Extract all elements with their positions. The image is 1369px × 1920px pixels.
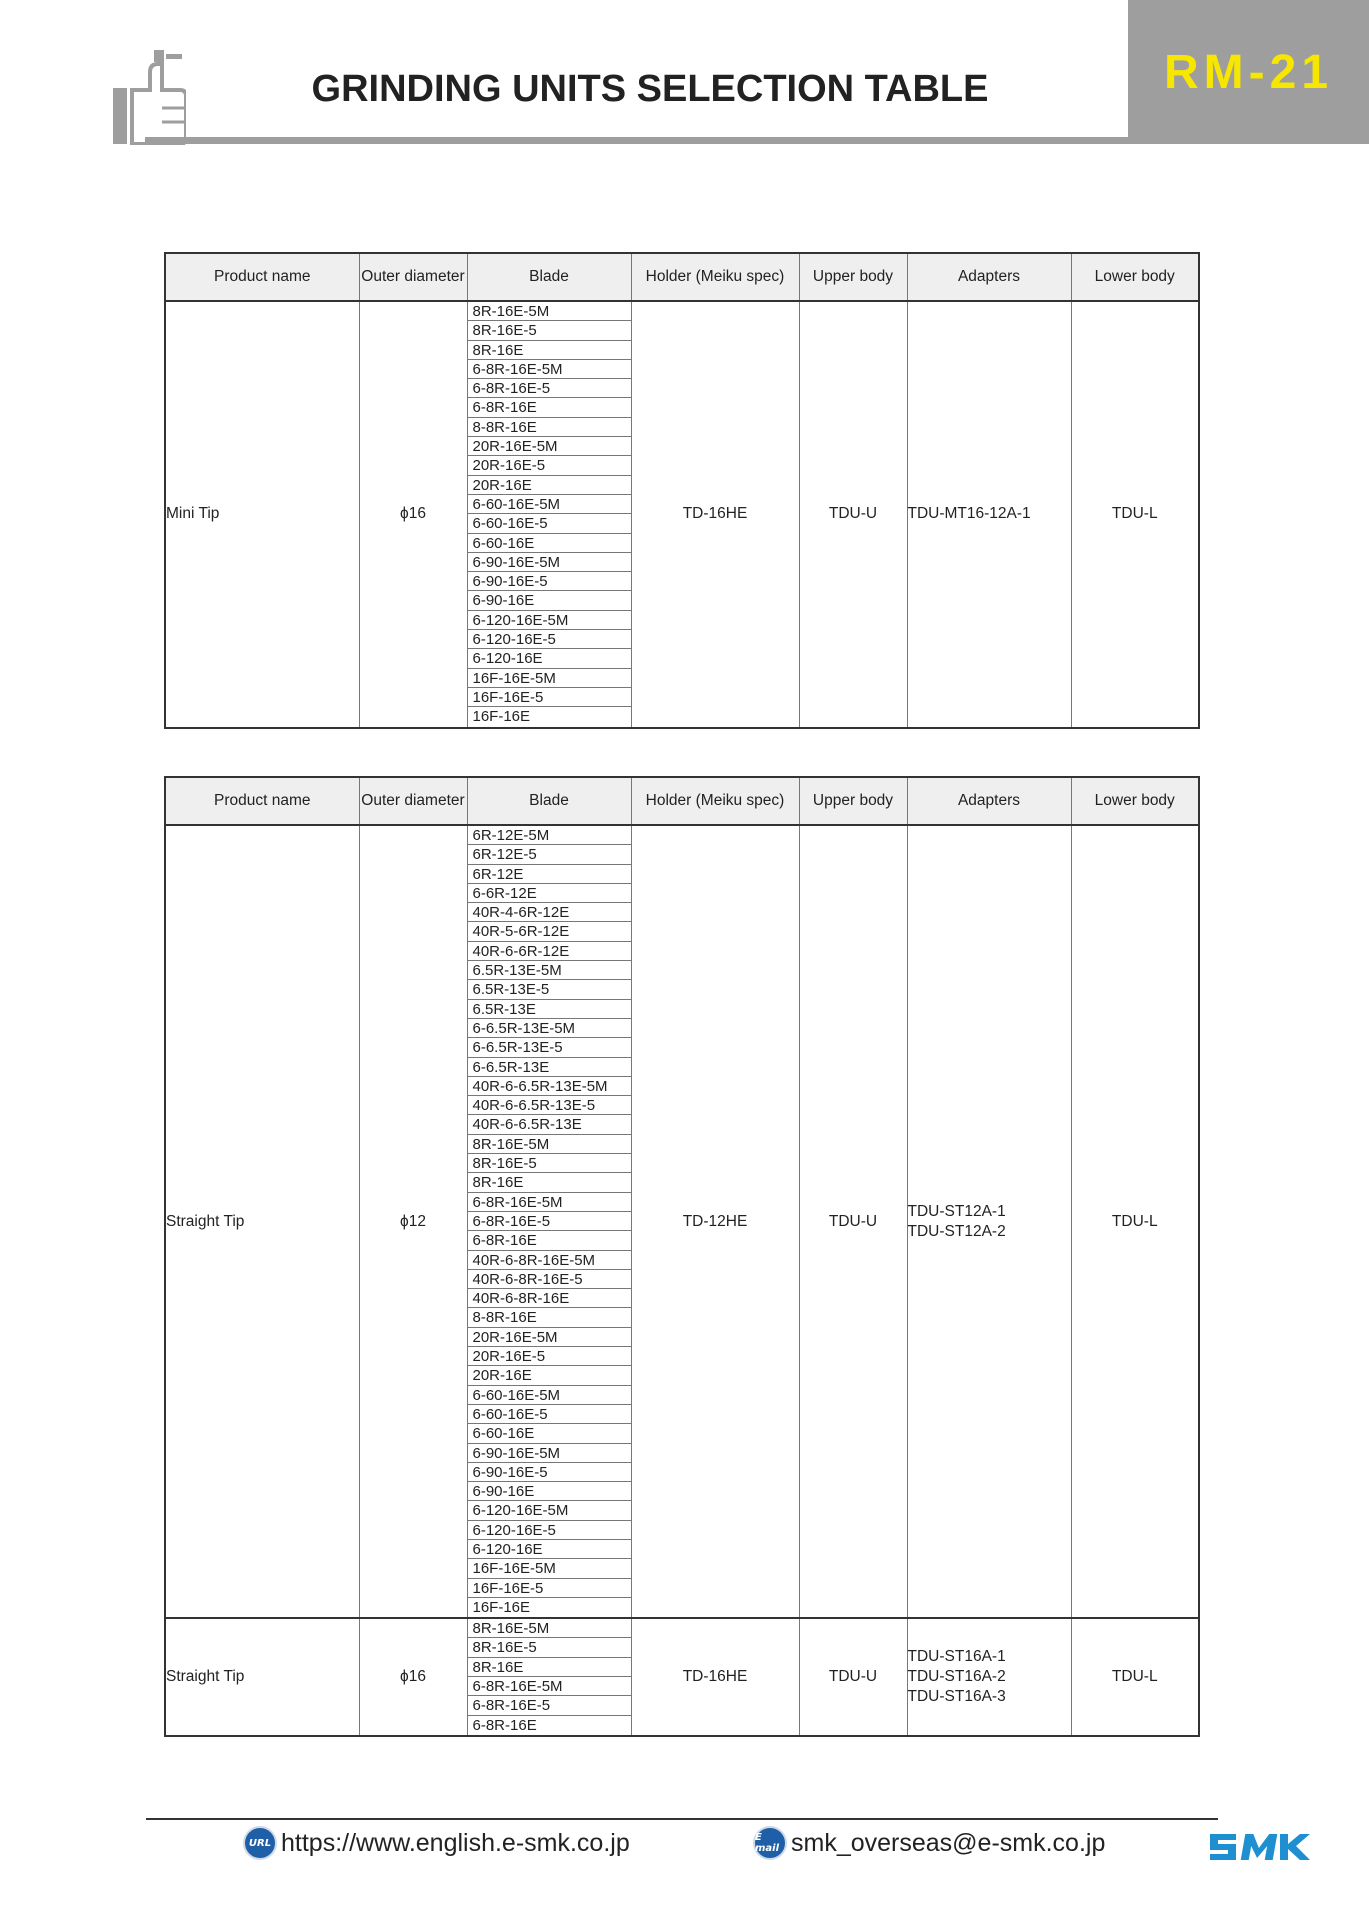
column-header: Holder (Meiku spec) (631, 253, 799, 301)
blade-list (467, 825, 631, 1618)
table-header-row (165, 777, 1199, 825)
product-name-cell: Straight Tip (165, 1618, 359, 1736)
blade-item: 40R-4-6R-12E (468, 903, 631, 922)
blade-item: 6-8R-16E (472, 1716, 537, 1734)
blade-item: 6-60-16E (468, 534, 631, 553)
adapter-item: TDU-ST12A-2 (907, 1222, 1006, 1240)
outer-diameter-cell: ϕ12 (359, 825, 467, 1618)
blade-item: 6-8R-16E-5 (468, 1696, 631, 1715)
product-name-cell: Straight Tip (165, 825, 359, 1618)
blade-item: 40R-5-6R-12E (468, 922, 631, 941)
outer-diameter-cell: ϕ16 (359, 1618, 467, 1736)
smk-logo (1208, 1830, 1312, 1864)
column-header: Lower body (1071, 253, 1199, 301)
blade-item: 6.5R-13E-5M (468, 961, 631, 980)
blade-item: 6-8R-16E-5M (468, 1193, 631, 1212)
email-icon: E mail (753, 1826, 787, 1860)
blade-item: 6-120-16E (468, 649, 631, 668)
blade-list (467, 1618, 631, 1736)
blade-item: 6R-12E-5 (468, 845, 631, 864)
blade-item: 6-6.5R-13E-5M (468, 1019, 631, 1038)
blade-item: 16F-16E-5M (468, 669, 631, 688)
column-header: Product name (165, 253, 359, 301)
adapter-item: TDU-ST16A-2 (907, 1668, 1006, 1686)
blade-item: 6-90-16E-5 (468, 572, 631, 591)
upper-body-cell: TDU-U (799, 825, 907, 1618)
blade-item: 40R-6-6.5R-13E-5 (468, 1096, 631, 1115)
blade-item: 20R-16E-5 (468, 456, 631, 475)
column-header: Product name (165, 777, 359, 825)
blade-item: 6-8R-16E-5 (468, 379, 631, 398)
table-row (165, 825, 1199, 1618)
page-code-badge (1128, 0, 1369, 144)
selection-table-straight-tip (164, 776, 1200, 1737)
adapter-item: TDU-ST12A-1 (907, 1202, 1006, 1220)
blade-item: 20R-16E-5 (468, 1347, 631, 1366)
column-header: Adapters (907, 777, 1071, 825)
blade-item: 6-8R-16E (468, 398, 631, 417)
adapters-cell (907, 1618, 1071, 1736)
blade-item: 6-8R-16E-5M (468, 360, 631, 379)
blade-item: 6-60-16E-5M (468, 495, 631, 514)
blade-item: 8R-16E (468, 341, 631, 360)
blade-item: 8-8R-16E (468, 1308, 631, 1327)
blade-item: 16F-16E-5 (468, 688, 631, 707)
blade-item: 20R-16E-5M (468, 437, 631, 456)
footer-divider (146, 1818, 1218, 1820)
blade-item: 6-120-16E-5M (468, 1501, 631, 1520)
blade-item: 20R-16E (468, 1366, 631, 1385)
blade-list (467, 301, 631, 728)
blade-item: 6-8R-16E-5M (468, 1677, 631, 1696)
column-header: Upper body (799, 777, 907, 825)
lower-body-cell: TDU-L (1071, 301, 1199, 728)
footer-url[interactable] (243, 1826, 630, 1860)
table-row (165, 301, 1199, 728)
blade-item: 8R-16E-5 (468, 321, 631, 340)
column-header: Lower body (1071, 777, 1199, 825)
blade-item: 40R-6-6R-12E (468, 942, 631, 961)
blade-item: 6-8R-16E-5 (468, 1212, 631, 1231)
blade-item: 40R-6-8R-16E (468, 1289, 631, 1308)
blade-item: 40R-6-6.5R-13E-5M (468, 1077, 631, 1096)
blade-item: 6-120-16E-5 (468, 1521, 631, 1540)
blade-item: 6-90-16E-5M (468, 1444, 631, 1463)
holder-cell: TD-12HE (631, 825, 799, 1618)
blade-item: 6.5R-13E (468, 1000, 631, 1019)
column-header: Blade (467, 253, 631, 301)
blade-item: 8R-16E-5M (468, 1135, 631, 1154)
blade-item: 6-8R-16E (468, 1231, 631, 1250)
adapter-item: TDU-ST16A-3 (907, 1688, 1006, 1706)
blade-item: 8R-16E-5 (468, 1154, 631, 1173)
footer-email[interactable] (753, 1826, 1105, 1860)
blade-item: 6-60-16E-5M (468, 1386, 631, 1405)
blade-item: 16F-16E-5 (468, 1579, 631, 1598)
blade-item: 6-60-16E-5 (468, 514, 631, 533)
outer-diameter-cell: ϕ16 (359, 301, 467, 728)
blade-item: 8-8R-16E (468, 418, 631, 437)
table-header-row (165, 253, 1199, 301)
adapters-cell (907, 825, 1071, 1618)
hand-tool-icon (110, 50, 186, 145)
email-link[interactable]: smk_overseas@e-smk.co.jp (791, 1828, 1106, 1857)
blade-item: 16F-16E (472, 1598, 531, 1616)
holder-cell: TD-16HE (631, 301, 799, 728)
blade-item: 16F-16E (472, 708, 531, 726)
column-header: Blade (467, 777, 631, 825)
blade-item: 8R-16E-5M (468, 302, 631, 321)
blade-item: 8R-16E (468, 1173, 631, 1192)
blade-item: 6-6.5R-13E (468, 1058, 631, 1077)
holder-cell: TD-16HE (631, 1618, 799, 1736)
blade-item: 6-6.5R-13E-5 (468, 1038, 631, 1057)
blade-item: 6-60-16E (468, 1424, 631, 1443)
adapters-cell: TDU-MT16-12A-1 (907, 301, 1071, 728)
header-divider (145, 137, 1128, 144)
blade-item: 6-60-16E-5 (468, 1405, 631, 1424)
blade-item: 6-120-16E (468, 1540, 631, 1559)
table-row (165, 1618, 1199, 1736)
upper-body-cell: TDU-U (799, 301, 907, 728)
upper-body-cell: TDU-U (799, 1618, 907, 1736)
lower-body-cell: TDU-L (1071, 825, 1199, 1618)
blade-item: 40R-6-8R-16E-5M (468, 1251, 631, 1270)
blade-item: 8R-16E-5M (468, 1619, 631, 1638)
blade-item: 16F-16E-5M (468, 1559, 631, 1578)
column-header: Outer diameter (359, 253, 467, 301)
column-header: Upper body (799, 253, 907, 301)
selection-table-mini-tip (164, 252, 1200, 729)
blade-item: 6R-12E (468, 865, 631, 884)
blade-item: 8R-16E-5 (468, 1638, 631, 1657)
page-code: RM-21 (1163, 45, 1334, 99)
blade-item: 40R-6-6.5R-13E (468, 1115, 631, 1134)
page-title: GRINDING UNITS SELECTION TABLE (311, 68, 989, 110)
column-header: Outer diameter (359, 777, 467, 825)
blade-item: 6-90-16E-5 (468, 1463, 631, 1482)
blade-item: 40R-6-8R-16E-5 (468, 1270, 631, 1289)
column-header: Adapters (907, 253, 1071, 301)
blade-item: 6-120-16E-5 (468, 630, 631, 649)
product-name-cell: Mini Tip (165, 301, 359, 728)
blade-item: 20R-16E-5M (468, 1328, 631, 1347)
blade-item: 6-120-16E-5M (468, 611, 631, 630)
website-link[interactable]: https://www.english.e-smk.co.jp (281, 1828, 630, 1857)
blade-item: 6R-12E-5M (468, 826, 631, 845)
lower-body-cell: TDU-L (1071, 1618, 1199, 1736)
adapter-item: TDU-ST16A-1 (907, 1648, 1006, 1666)
blade-item: 6-6R-12E (468, 884, 631, 903)
blade-item: 6-90-16E (468, 591, 631, 610)
blade-item: 6.5R-13E-5 (468, 980, 631, 999)
blade-item: 6-90-16E-5M (468, 553, 631, 572)
url-icon: URL (243, 1826, 277, 1860)
blade-item: 6-90-16E (468, 1482, 631, 1501)
blade-item: 20R-16E (468, 476, 631, 495)
blade-item: 8R-16E (468, 1658, 631, 1677)
column-header: Holder (Meiku spec) (631, 777, 799, 825)
